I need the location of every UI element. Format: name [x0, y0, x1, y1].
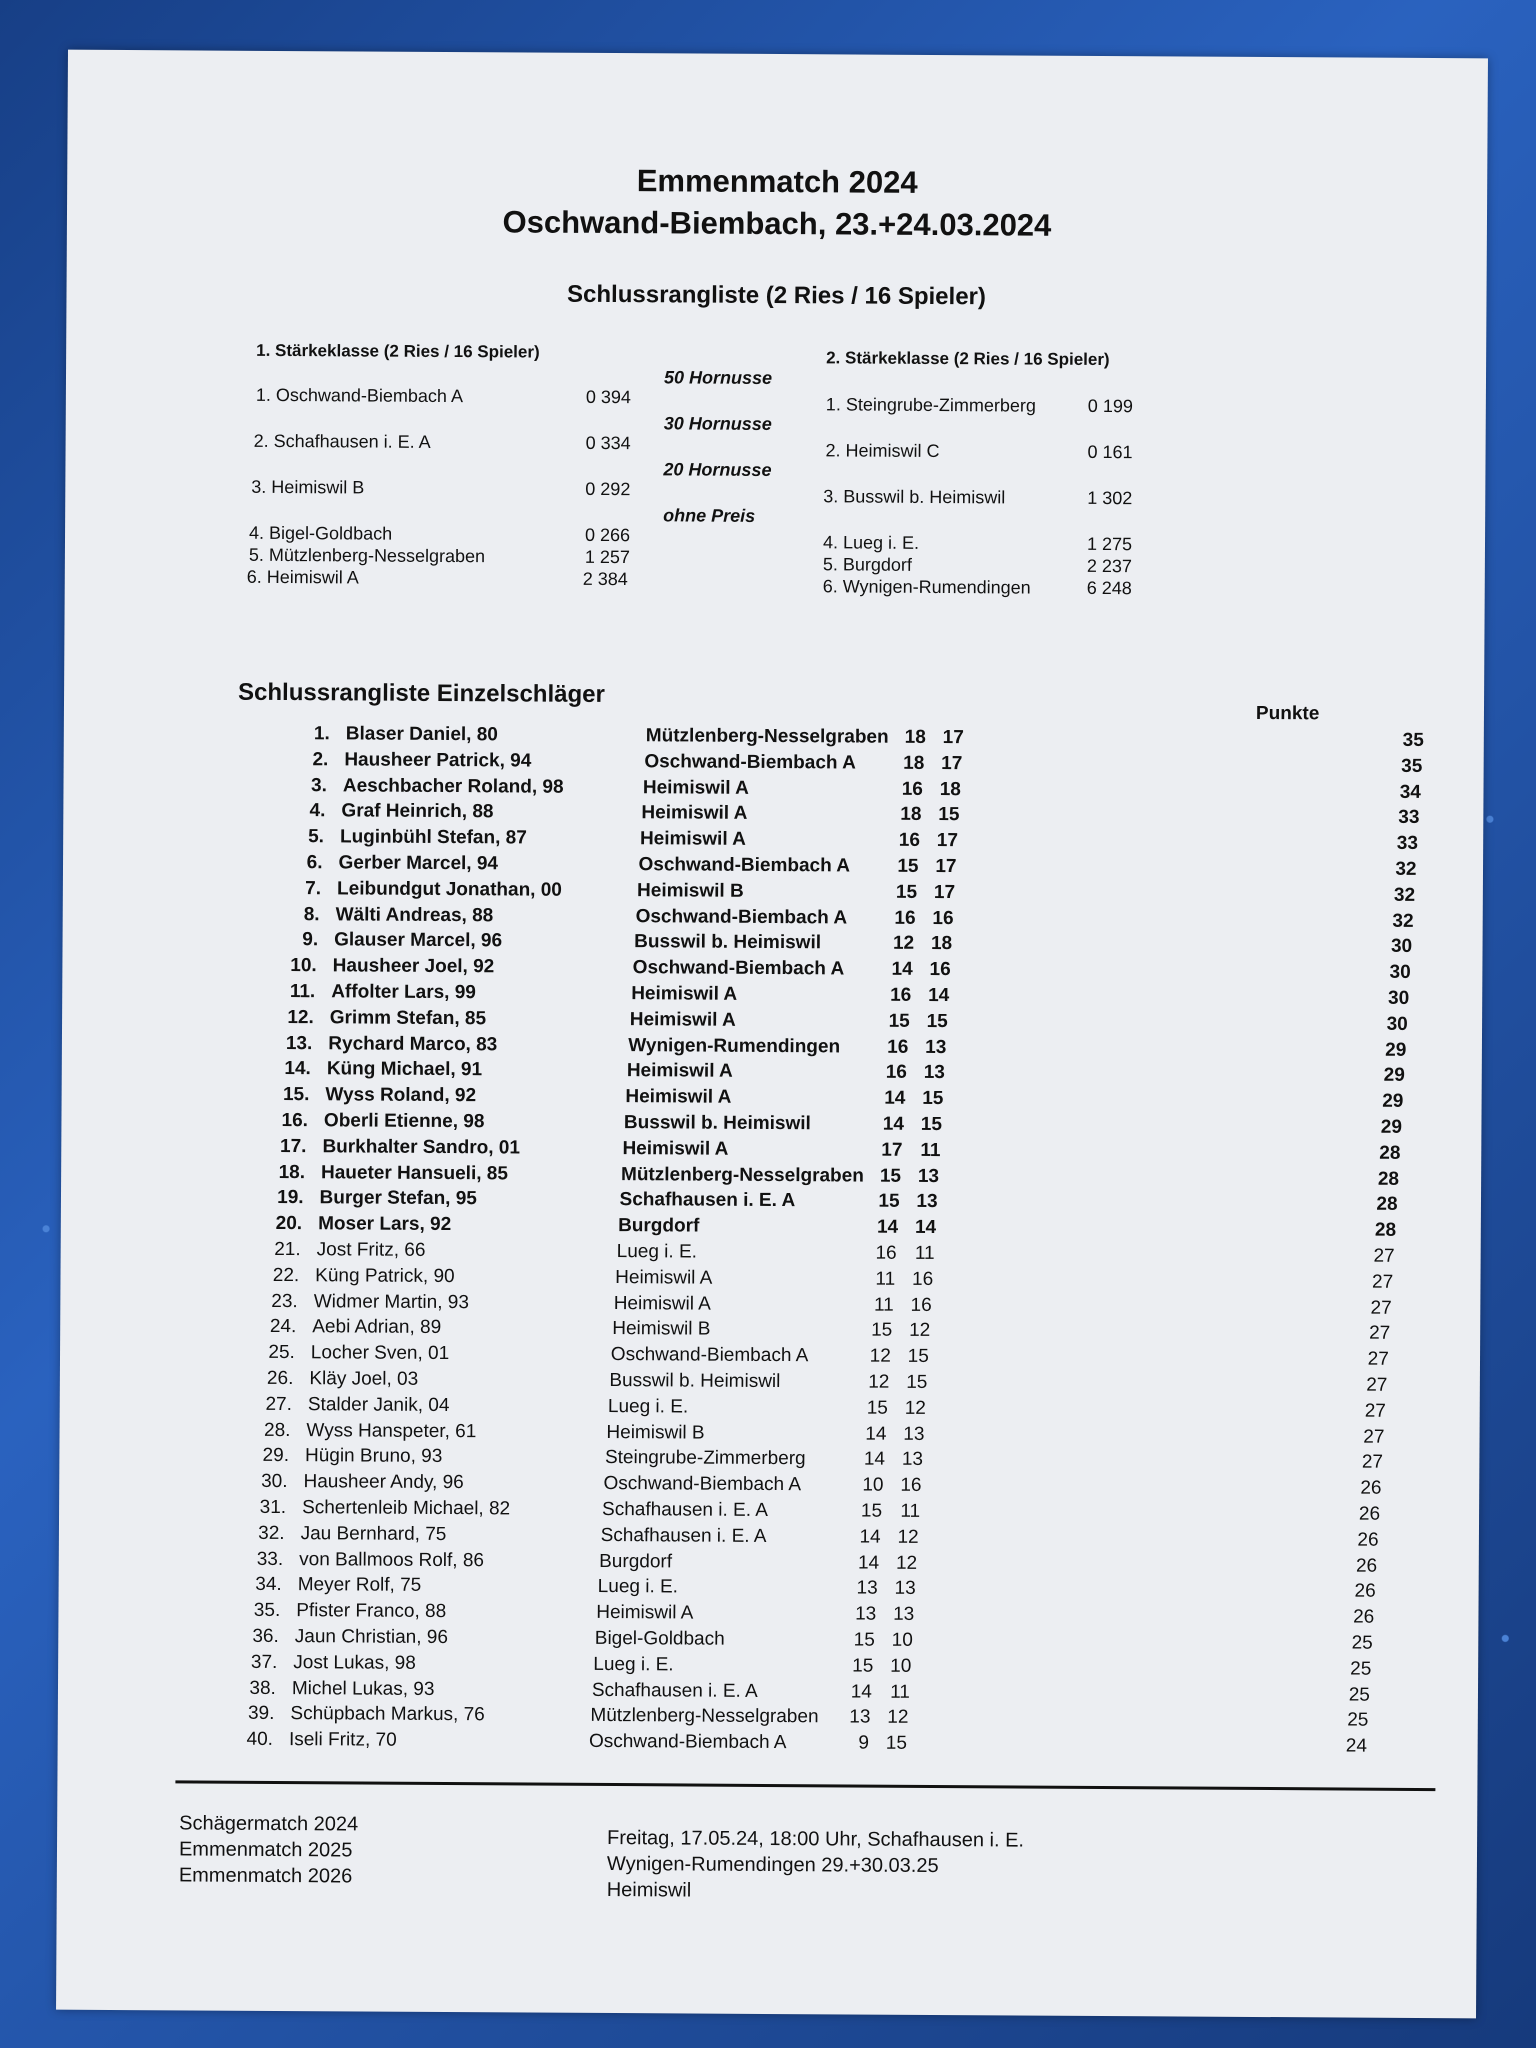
player-club: Schafhausen i. E. A [602, 1498, 768, 1521]
player-name: Locher Sven, 01 [310, 1342, 450, 1365]
player-club: Heimiswil B [606, 1421, 705, 1444]
player-points: 26 [1360, 1477, 1382, 1499]
player-name: Leibundgut Jonathan, 00 [337, 878, 562, 901]
player-rank: 13. [285, 1032, 313, 1054]
player-club: Heimiswil A [639, 828, 747, 851]
player-score-round1: 17 [881, 1139, 903, 1161]
player-score-round2: 13 [893, 1603, 915, 1626]
player-rank: 32. [258, 1522, 285, 1544]
player-points: 27 [1367, 1348, 1389, 1370]
player-club: Oschwand-Biembach A [632, 957, 845, 980]
player-score-round2: 15 [922, 1088, 944, 1110]
player-club: Heimiswil B [612, 1318, 711, 1341]
player-points: 26 [1357, 1529, 1379, 1551]
player-rank: 18. [278, 1161, 306, 1183]
player-score-round2: 10 [890, 1655, 912, 1677]
player-score-round2: 18 [930, 933, 953, 955]
player-name: Michel Lukas, 93 [291, 1677, 435, 1700]
player-club: Heimiswil A [596, 1602, 694, 1624]
class1-team: 1. Oschwand-Biembach A [255, 384, 464, 407]
class1-team: 4. Bigel-Goldbach [248, 522, 393, 544]
player-name: Iseli Fritz, 70 [288, 1729, 397, 1751]
player-score-round2: 16 [911, 1268, 934, 1290]
player-score-round2: 15 [920, 1113, 943, 1136]
award-label: 50 Hornusse [663, 367, 773, 388]
player-points: 27 [1373, 1245, 1395, 1267]
player-name: Jost Lukas, 98 [293, 1651, 416, 1674]
class2-team: 1. Steingrube-Zimmerberg [825, 394, 1036, 416]
player-points: 25 [1348, 1684, 1370, 1706]
player-name: Wyss Roland, 92 [325, 1084, 477, 1107]
player-points: 27 [1370, 1297, 1392, 1319]
player-name: Aebi Adrian, 89 [312, 1316, 442, 1339]
player-rank: 21. [274, 1238, 301, 1261]
player-club: Oschwand-Biembach A [588, 1731, 787, 1754]
player-club: Heimiswil A [641, 802, 748, 825]
player-name: von Ballmoos Rolf, 86 [299, 1548, 485, 1571]
player-score-round2: 17 [936, 830, 959, 852]
player-points: 27 [1366, 1374, 1388, 1396]
class1-score: 0 292 [585, 478, 631, 500]
player-points: 26 [1353, 1606, 1375, 1628]
player-score-round1: 11 [875, 1268, 896, 1290]
award-label: ohne Preis [663, 505, 756, 526]
class2-score: 2 237 [1086, 555, 1132, 577]
player-name: Rychard Marco, 83 [328, 1032, 498, 1055]
player-score-round1: 14 [859, 1526, 881, 1548]
player-points: 34 [1399, 781, 1421, 803]
player-club: Oschwand-Biembach A [603, 1473, 802, 1496]
player-score-round1: 15 [879, 1165, 902, 1187]
document-subtitle: Oschwand-Biembach, 23.+24.03.2024 [502, 204, 1052, 243]
player-points: 27 [1371, 1271, 1394, 1293]
player-score-round2: 12 [895, 1552, 918, 1574]
player-points: 30 [1389, 961, 1411, 984]
player-points: 26 [1355, 1555, 1378, 1577]
player-club: Steingrube-Zimmerberg [604, 1447, 806, 1470]
player-score-round2: 12 [887, 1707, 909, 1729]
player-score-round1: 13 [856, 1577, 878, 1600]
player-rank: 23. [271, 1290, 298, 1312]
player-rank: 20. [275, 1213, 303, 1235]
player-name: Kläy Joel, 03 [309, 1368, 419, 1390]
player-score-round1: 11 [873, 1294, 894, 1316]
player-club: Heimiswil A [625, 1086, 732, 1108]
player-rank: 11. [289, 981, 316, 1003]
player-rank: 26. [266, 1367, 294, 1390]
player-rank: 8. [303, 903, 320, 925]
player-score-round2: 16 [910, 1294, 932, 1316]
player-rank: 36. [252, 1625, 279, 1647]
player-rank: 29. [262, 1445, 290, 1467]
player-points: 29 [1383, 1065, 1405, 1087]
player-name: Stalder Janik, 04 [307, 1393, 450, 1416]
player-points: 26 [1354, 1580, 1376, 1603]
class1-score: 0 334 [585, 432, 631, 454]
player-score-round2: 13 [925, 1036, 947, 1058]
player-score-round2: 10 [891, 1629, 913, 1651]
player-rank: 24. [269, 1316, 297, 1338]
class2-score: 0 161 [1087, 441, 1133, 463]
player-club: Heimiswil A [622, 1137, 729, 1160]
points-header: Punkte [1255, 702, 1320, 725]
player-rank: 25. [268, 1342, 295, 1364]
player-score-round2: 11 [914, 1242, 935, 1264]
player-name: Blaser Daniel, 80 [345, 723, 498, 746]
player-rank: 22. [272, 1264, 300, 1286]
player-name: Wyss Hanspeter, 61 [306, 1419, 477, 1442]
player-score-round1: 16 [894, 907, 916, 929]
player-rank: 31. [259, 1496, 287, 1519]
player-rank: 35. [253, 1600, 281, 1622]
player-score-round1: 15 [860, 1500, 883, 1522]
player-score-round1: 14 [850, 1681, 872, 1703]
player-points: 30 [1390, 936, 1413, 958]
footer-event-detail: Wynigen-Rumendingen 29.+30.03.25 [606, 1853, 939, 1878]
award-label: 30 Hornusse [663, 413, 772, 434]
player-score-round1: 10 [862, 1474, 884, 1496]
player-score-round1: 12 [869, 1345, 891, 1367]
player-name: Glauser Marcel, 96 [334, 929, 503, 952]
player-name: Aeschbacher Roland, 98 [342, 774, 564, 798]
player-score-round1: 16 [887, 1036, 909, 1058]
player-rank: 5. [308, 826, 325, 848]
footer-event-name: Schägermatch 2024 [179, 1812, 359, 1836]
player-name: Moser Lars, 92 [318, 1213, 452, 1236]
player-score-round2: 15 [885, 1732, 908, 1755]
player-points: 26 [1358, 1503, 1381, 1525]
player-score-round2: 16 [929, 959, 951, 981]
player-score-round2: 16 [900, 1474, 922, 1497]
player-score-round1: 14 [884, 1087, 906, 1110]
player-club: Burgdorf [618, 1215, 700, 1237]
player-name: Jaun Christian, 96 [294, 1626, 449, 1649]
player-rank: 1. [313, 723, 330, 745]
results-sheet [56, 50, 1488, 2019]
player-name: Schüpbach Markus, 76 [290, 1703, 485, 1726]
player-score-round2: 11 [890, 1681, 910, 1703]
player-name: Widmer Martin, 93 [313, 1290, 470, 1313]
class2-team: 5. Burgdorf [822, 554, 912, 575]
player-score-round1: 16 [890, 984, 912, 1006]
player-score-round1: 15 [897, 855, 919, 877]
player-score-round2: 13 [903, 1423, 925, 1445]
player-rank: 14. [284, 1058, 311, 1080]
player-points: 33 [1396, 833, 1419, 855]
player-score-round2: 12 [904, 1397, 926, 1419]
award-label: 20 Hornusse [663, 459, 772, 480]
player-rank: 19. [277, 1187, 304, 1209]
player-points: 25 [1350, 1658, 1372, 1680]
player-name: Oberli Etienne, 98 [323, 1110, 485, 1133]
player-score-round1: 18 [900, 804, 922, 826]
player-club: Bigel-Goldbach [594, 1627, 725, 1650]
player-score-round2: 17 [942, 727, 964, 749]
player-score-round1: 12 [892, 933, 915, 955]
player-points: 27 [1363, 1426, 1385, 1448]
player-name: Grimm Stefan, 85 [329, 1007, 487, 1030]
player-club: Oschwand-Biembach A [638, 854, 851, 877]
player-club: Heimiswil B [636, 879, 744, 902]
player-name: Jost Fritz, 66 [316, 1239, 426, 1261]
player-score-round2: 14 [914, 1217, 937, 1239]
class1-team: 2. Schafhausen i. E. A [253, 430, 431, 452]
player-score-round1: 15 [866, 1397, 888, 1419]
player-points: 32 [1392, 910, 1414, 932]
player-club: Lueg i. E. [607, 1395, 689, 1418]
class1-score: 2 384 [582, 568, 628, 590]
player-name: Küng Patrick, 90 [315, 1265, 455, 1287]
player-name: Hausheer Andy, 96 [303, 1471, 464, 1494]
player-score-round1: 15 [871, 1320, 893, 1342]
player-name: Hausheer Patrick, 94 [344, 749, 532, 772]
divider-line [175, 1780, 1435, 1791]
player-points: 32 [1395, 858, 1417, 880]
player-club: Busswil b. Heimiswil [609, 1370, 781, 1393]
player-name: Wälti Andreas, 88 [335, 903, 494, 926]
class1-team: 3. Heimiswil B [251, 476, 365, 498]
player-club: Heimiswil A [615, 1266, 713, 1289]
player-score-round2: 13 [901, 1449, 924, 1471]
player-score-round1: 15 [853, 1629, 875, 1651]
player-points: 28 [1374, 1219, 1397, 1242]
player-club: Wynigen-Rumendingen [628, 1034, 841, 1058]
player-rank: 33. [256, 1548, 284, 1570]
player-club: Burgdorf [599, 1550, 673, 1572]
player-score-round1: 12 [868, 1371, 890, 1393]
class1-score: 0 394 [585, 386, 631, 408]
player-score-round1: 18 [903, 752, 925, 774]
player-score-round1: 14 [876, 1216, 899, 1238]
player-club: Oschwand-Biembach A [635, 905, 848, 929]
player-rank: 37. [250, 1651, 278, 1673]
player-rank: 39. [247, 1703, 275, 1725]
player-name: Schertenleib Michael, 82 [302, 1497, 511, 1520]
player-score-round1: 14 [863, 1448, 886, 1471]
class2-score: 1 302 [1087, 487, 1133, 509]
player-points: 29 [1380, 1116, 1403, 1138]
player-name: Küng Michael, 91 [326, 1058, 483, 1081]
player-score-round1: 14 [857, 1552, 880, 1574]
player-score-round1: 14 [891, 958, 913, 981]
player-club: Heimiswil A [631, 983, 738, 1005]
player-score-round1: 18 [904, 726, 926, 748]
player-name: Hügin Bruno, 93 [304, 1445, 443, 1468]
footer-event-detail: Heimiswil [606, 1879, 692, 1902]
player-points: 32 [1393, 884, 1416, 906]
player-club: Oschwand-Biembach A [644, 751, 856, 774]
player-name: Pfister Franco, 88 [296, 1600, 447, 1623]
player-rank: 4. [309, 800, 326, 822]
player-points: 35 [1401, 755, 1423, 777]
player-score-round1: 13 [849, 1706, 871, 1729]
class2-team: 6. Wynigen-Rumendingen [822, 576, 1031, 598]
player-club: Heimiswil A [613, 1292, 711, 1315]
player-club: Mützlenberg-Nesselgraben [590, 1705, 819, 1728]
class2-score: 0 199 [1087, 395, 1133, 417]
player-club: Mützlenberg-Nesselgraben [620, 1163, 864, 1187]
player-club: Busswil b. Heimiswil [634, 931, 822, 954]
player-points: 28 [1377, 1168, 1400, 1190]
player-rank: 30. [261, 1471, 288, 1493]
player-score-round2: 17 [933, 881, 956, 903]
player-points: 25 [1347, 1709, 1369, 1732]
footer-event-name: Emmenmatch 2025 [178, 1838, 353, 1862]
player-points: 24 [1345, 1735, 1368, 1757]
player-rank: 15. [282, 1084, 310, 1106]
player-points: 28 [1376, 1194, 1398, 1216]
player-rank: 6. [306, 852, 323, 874]
player-score-round1: 13 [855, 1603, 877, 1625]
player-score-round2: 13 [923, 1062, 945, 1084]
player-score-round1: 15 [878, 1191, 900, 1213]
player-score-round1: 15 [852, 1655, 874, 1677]
player-rank: 40. [246, 1728, 274, 1751]
player-rank: 27. [265, 1393, 292, 1415]
player-score-round2: 15 [906, 1371, 928, 1393]
player-name: Haueter Hansueli, 85 [320, 1161, 509, 1184]
player-rank: 28. [263, 1419, 291, 1441]
player-score-round1: 9 [858, 1732, 870, 1754]
player-points: 29 [1385, 1039, 1407, 1061]
player-score-round2: 13 [894, 1578, 916, 1600]
player-name: Hausheer Joel, 92 [332, 955, 495, 978]
player-rank: 12. [287, 1006, 314, 1028]
player-name: Jau Bernhard, 75 [300, 1522, 447, 1545]
player-score-round2: 15 [907, 1346, 929, 1368]
player-rank: 2. [312, 748, 329, 771]
teams-heading: Schlussrangliste (2 Ries / 16 Spieler) [567, 280, 987, 311]
player-score-round1: 15 [888, 1010, 910, 1032]
class2-team: 4. Lueg i. E. [822, 532, 920, 553]
player-score-round2: 11 [900, 1500, 921, 1522]
player-name: Burger Stefan, 95 [319, 1187, 477, 1210]
class2-title: 2. Stärkeklasse (2 Ries / 16 Spieler) [826, 348, 1110, 370]
player-rank: 3. [310, 774, 327, 796]
player-club: Schafhausen i. E. A [619, 1189, 796, 1212]
player-club: Heimiswil A [626, 1060, 733, 1083]
player-score-round1: 16 [875, 1242, 897, 1264]
player-score-round2: 14 [928, 984, 950, 1007]
class2-score: 6 248 [1086, 577, 1132, 599]
player-points: 27 [1364, 1400, 1386, 1422]
player-club: Mützlenberg-Nesselgraben [645, 725, 889, 748]
player-club: Schafhausen i. E. A [591, 1679, 758, 1702]
player-score-round2: 15 [926, 1010, 948, 1032]
class1-team: 6. Heimiswil A [246, 566, 359, 588]
player-points: 28 [1379, 1142, 1401, 1164]
player-rank: 17. [280, 1135, 307, 1157]
class1-score: 1 257 [584, 546, 631, 568]
player-name: Affolter Lars, 99 [331, 981, 476, 1004]
player-score-round1: 15 [895, 881, 918, 903]
player-name: Burkhalter Sandro, 01 [322, 1136, 521, 1159]
class2-team: 3. Busswil b. Heimiswil [823, 486, 1006, 508]
player-points: 25 [1351, 1632, 1373, 1654]
class1-score: 0 266 [584, 524, 631, 546]
player-club: Busswil b. Heimiswil [623, 1112, 811, 1135]
player-club: Lueg i. E. [593, 1653, 674, 1676]
player-score-round2: 17 [935, 855, 957, 878]
player-points: 27 [1361, 1452, 1384, 1474]
player-score-round1: 14 [882, 1113, 905, 1135]
class1-team: 5. Mützlenberg-Nesselgraben [248, 544, 486, 567]
player-club: Lueg i. E. [597, 1576, 679, 1598]
player-club: Schafhausen i. E. A [600, 1524, 767, 1547]
player-score-round1: 16 [901, 778, 923, 800]
player-points: 35 [1402, 729, 1424, 751]
player-rank: 34. [255, 1574, 282, 1596]
player-score-round1: 14 [865, 1423, 887, 1445]
player-name: Graf Heinrich, 88 [341, 800, 494, 823]
class1-title: 1. Stärkeklasse (2 Ries / 16 Spieler) [256, 340, 540, 362]
player-points: 30 [1388, 987, 1410, 1009]
player-club: Lueg i. E. [616, 1241, 698, 1263]
player-name: Gerber Marcel, 94 [338, 852, 499, 875]
player-score-round1: 16 [885, 1062, 907, 1084]
player-score-round1: 16 [898, 829, 921, 852]
player-rank: 10. [290, 955, 317, 977]
player-points: 33 [1398, 807, 1420, 829]
player-name: Meyer Rolf, 75 [297, 1574, 422, 1597]
players-heading: Schlussrangliste Einzelschläger [237, 678, 605, 708]
player-rank: 7. [305, 877, 322, 900]
player-points: 30 [1386, 1013, 1408, 1035]
player-points: 29 [1382, 1090, 1404, 1113]
player-score-round2: 17 [941, 752, 963, 774]
footer-event-detail: Freitag, 17.05.24, 18:00 Uhr, Schafhausen i. E. [607, 1827, 1025, 1852]
class2-score: 1 275 [1086, 533, 1133, 555]
player-club: Oschwand-Biembach A [610, 1344, 809, 1367]
player-score-round2: 13 [916, 1191, 938, 1213]
player-score-round2: 13 [917, 1165, 940, 1187]
player-club: Heimiswil A [629, 1008, 736, 1031]
document-title: Emmenmatch 2024 [636, 163, 918, 200]
player-name: Luginbühl Stefan, 87 [339, 826, 527, 849]
player-rank: 16. [281, 1110, 309, 1132]
footer-event-name: Emmenmatch 2026 [178, 1864, 353, 1888]
player-score-round2: 12 [897, 1526, 919, 1548]
player-rank: 38. [249, 1677, 276, 1699]
player-rank: 9. [302, 929, 319, 951]
player-score-round2: 18 [939, 778, 961, 800]
player-score-round2: 15 [938, 804, 960, 826]
player-points: 27 [1369, 1323, 1391, 1345]
player-score-round2: 11 [920, 1139, 941, 1161]
player-score-round2: 12 [909, 1320, 931, 1342]
class2-team: 2. Heimiswil C [825, 440, 940, 462]
player-score-round2: 16 [932, 907, 954, 929]
player-club: Heimiswil A [642, 776, 749, 799]
